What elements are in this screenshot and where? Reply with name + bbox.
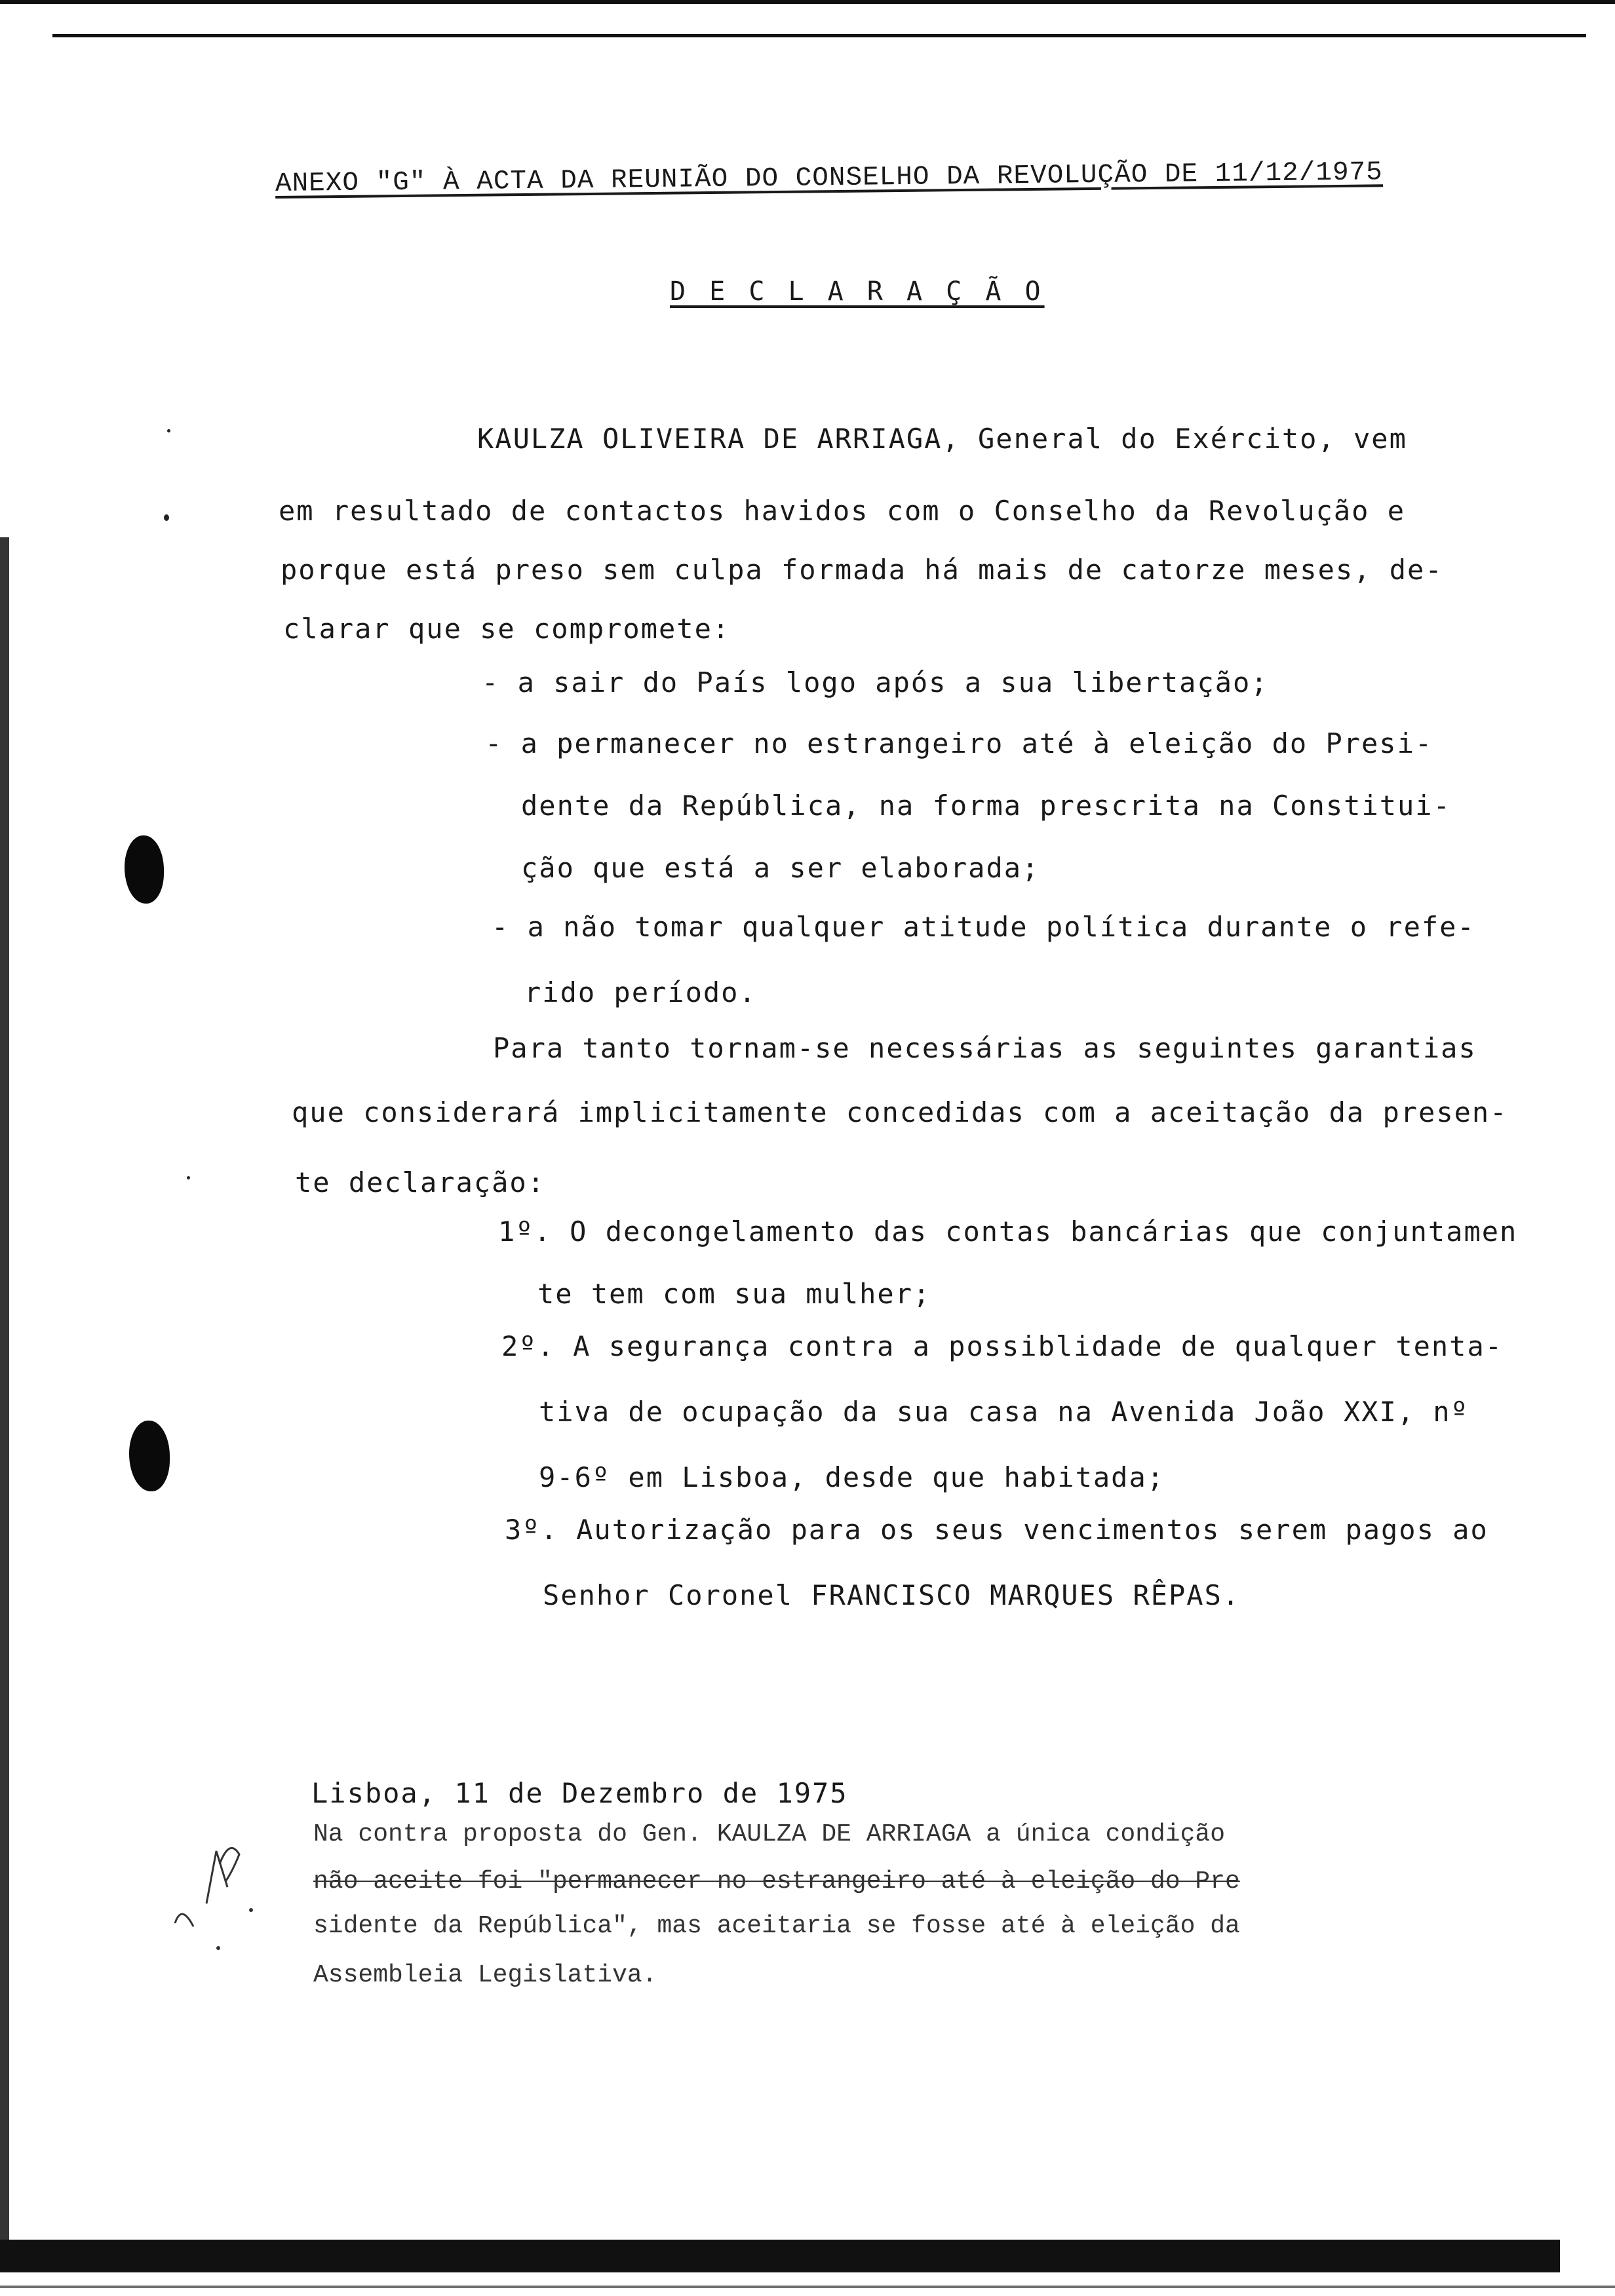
- left-edge-shadow: [0, 537, 9, 2254]
- guarantees-intro-line: que considerará implicitamente concedidas com a aceitação da presen-: [292, 1096, 1508, 1128]
- declaration-title: D E C L A R A Ç Ã O: [670, 277, 1045, 307]
- intro-line: clarar que se compromete:: [283, 613, 731, 645]
- guarantee-item: 2º. A segurança contra a possiblidade de qualquer tenta-: [501, 1330, 1504, 1362]
- guarantees-intro-line: Para tanto tornam-se necessárias as seguintes garantias: [493, 1032, 1477, 1064]
- place-date: Lisboa, 11 de Dezembro de 1975: [311, 1777, 848, 1809]
- top-scan-border: [0, 0, 1615, 4]
- handwritten-scribble: [167, 1825, 272, 1956]
- commitment-item: dente da República, na forma prescrita na Constitui-: [521, 790, 1451, 822]
- commitment-item: - a sair do País logo após a sua libertação;: [482, 666, 1269, 698]
- intro-line: porque está preso sem culpa formada há mais de catorze meses, de-: [281, 554, 1443, 586]
- scan-speck: [164, 514, 169, 521]
- guarantee-item: 3º. Autorização para os seus vencimentos serem pagos ao: [505, 1514, 1489, 1546]
- intro-line: em resultado de contactos havidos com o Conselho da Revolução e: [279, 495, 1406, 527]
- note-line: Na contra proposta do Gen. KAULZA DE ARRIAGA a única condição: [313, 1820, 1226, 1848]
- commitment-item: - a não tomar qualquer atitude política durante o refe-: [492, 911, 1475, 943]
- hole-punch-mark-bottom: [129, 1421, 170, 1491]
- commitment-item: - a permanecer no estrangeiro até à eleição do Presi-: [485, 727, 1433, 759]
- note-line: sidente da República", mas aceitaria se fosse até à eleição da: [313, 1912, 1240, 1940]
- note-line: não aceite foi "permanecer no estrangeiro até à eleição do Pre: [313, 1867, 1240, 1896]
- guarantees-intro-line: te declaração:: [295, 1166, 546, 1198]
- guarantee-item: Senhor Coronel FRANCISCO MARQUES RÊPAS.: [543, 1579, 1241, 1611]
- hole-punch-mark-top: [125, 835, 164, 904]
- top-scan-line: [52, 34, 1586, 37]
- scan-speck: [187, 1176, 190, 1179]
- scan-speck: [167, 429, 170, 432]
- commitment-item: ção que está a ser elaborada;: [521, 852, 1040, 884]
- annex-title: ANEXO "G" À ACTA DA REUNIÃO DO CONSELHO DA REVOLUÇÃO DE 11/12/1975: [275, 157, 1384, 199]
- commitment-item: rido período.: [524, 976, 757, 1008]
- bottom-scan-line: [0, 2286, 1615, 2288]
- guarantee-item: te tem com sua mulher;: [537, 1278, 931, 1310]
- guarantee-item: 1º. O decongelamento das contas bancárias que conjuntamen: [498, 1215, 1518, 1248]
- guarantee-item: 9-6º em Lisboa, desde que habitada;: [539, 1461, 1165, 1493]
- intro-line: KAULZA OLIVEIRA DE ARRIAGA, General do Exército, vem: [477, 423, 1407, 455]
- note-line: Assembleia Legislativa.: [313, 1961, 657, 1989]
- bottom-scan-band: [0, 2240, 1560, 2272]
- guarantee-item: tiva de ocupação da sua casa na Avenida João XXI, nº: [539, 1396, 1469, 1428]
